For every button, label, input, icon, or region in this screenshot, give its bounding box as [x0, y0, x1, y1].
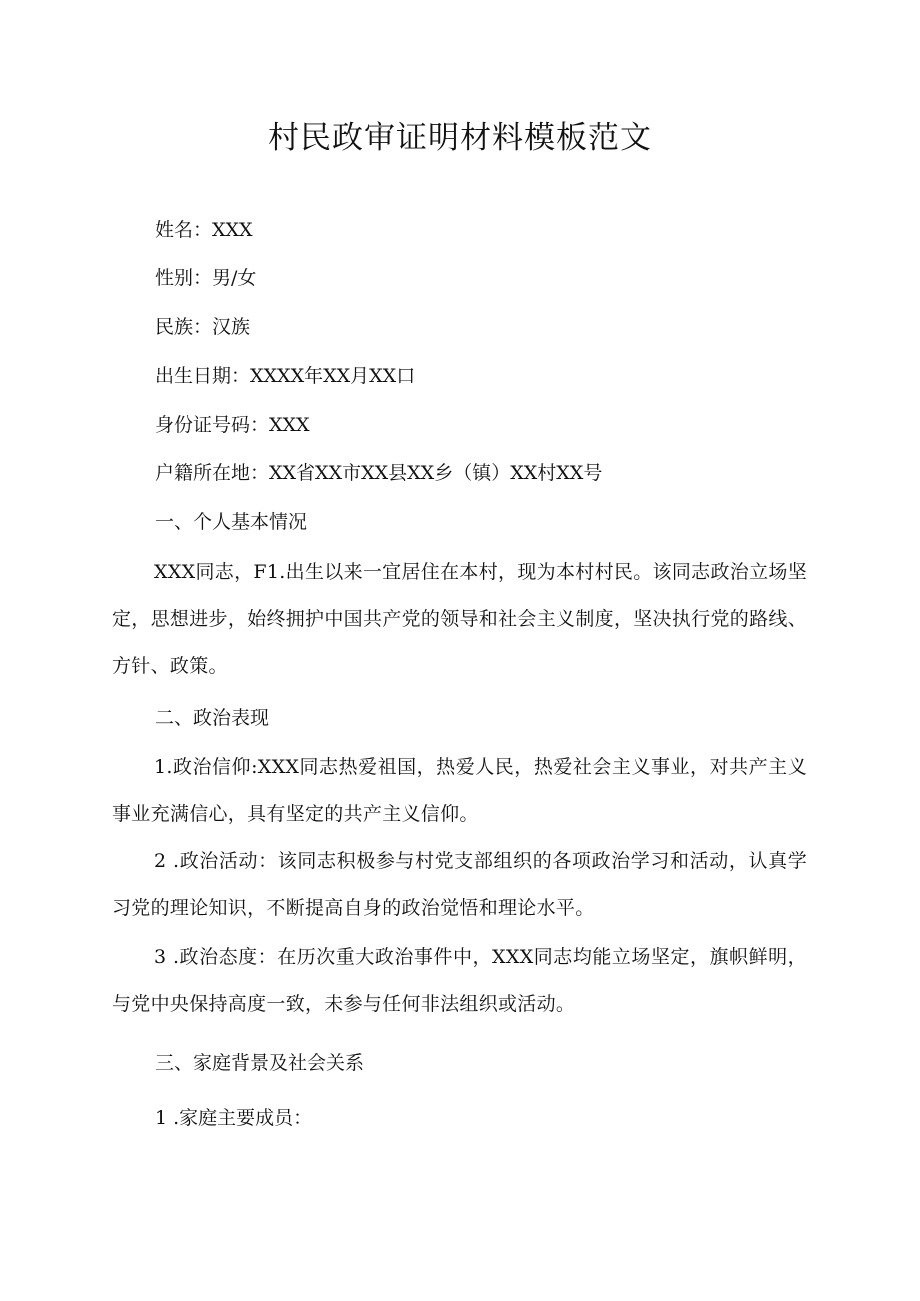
- paragraph-political-attitude: 3 .政治态度：在历次重大政治事件中，XXX同志均能立场坚定，旗帜鲜明，与党中央保持高度一致，未参与任何非法组织或活动。: [112, 946, 807, 1015]
- field-household-address: 户籍所在地：XX省XX市XX县XX乡（镇）XX村XX号: [155, 462, 603, 484]
- section-heading-political: 二、政治表现: [155, 707, 270, 729]
- paragraph-political-belief: 1.政治信仰:XXX同志热爱祖国，热爱人民，热爱社会主义事业，对共产主义事业充满信心，具有坚定的共产主义信仰。: [112, 756, 807, 825]
- paragraph-basic-info: XXX同志，F1.出生以来一宜居住在本村，现为本村村民。该同志政治立场坚定，思想进步，始终拥护中国共产党的领导和社会主义制度，坚决执行党的路线、方针、政策。: [112, 561, 807, 677]
- field-name: 姓名：XXX: [155, 219, 253, 241]
- field-birth-date: 出生日期：XXXX年XX月XX口: [155, 365, 416, 387]
- list-item-family-members: 1 .家庭主要成员：: [155, 1107, 313, 1129]
- field-ethnicity: 民族：汉族: [155, 316, 251, 338]
- document-title: 村民政审证明材料模板范文: [268, 120, 652, 156]
- field-id-number: 身份证号码：XXX: [155, 414, 310, 436]
- section-heading-family: 三、家庭背景及社会关系: [155, 1052, 365, 1074]
- section-heading-basic-info: 一、个人基本情况: [155, 511, 308, 533]
- field-gender: 性别：男/女: [155, 267, 257, 289]
- paragraph-political-activity: 2 .政治活动：该同志积极参与村党支部组织的各项政治学习和活动，认真学习党的理论知识，不断提高自身的政治觉悟和理论水平。: [112, 850, 807, 919]
